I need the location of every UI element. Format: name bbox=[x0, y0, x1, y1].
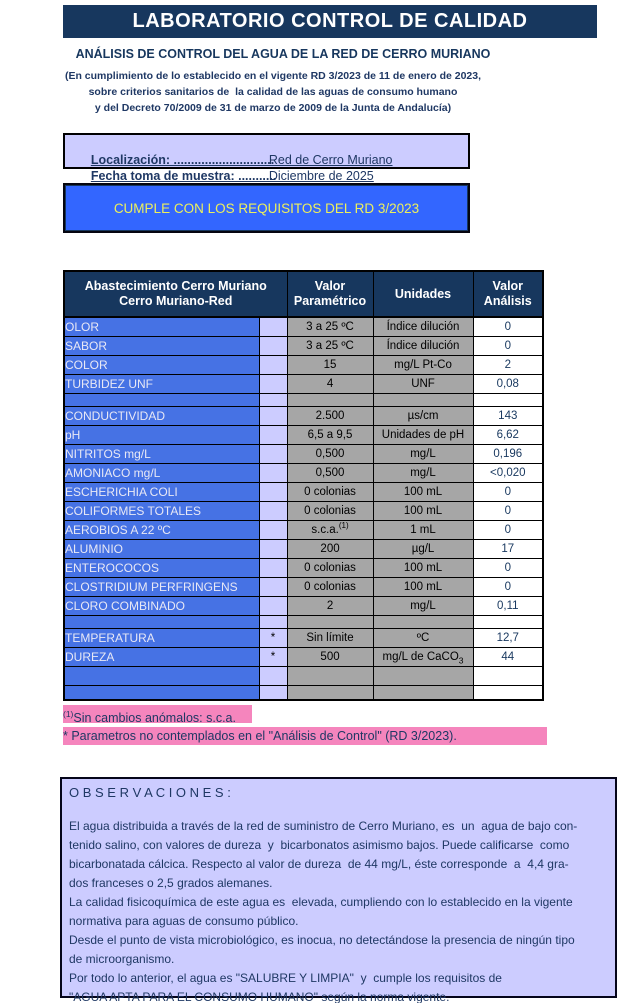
limit-cell: 6,5 a 9,5 bbox=[287, 425, 373, 444]
flag-cell bbox=[259, 463, 287, 482]
limit-cell: s.c.a.$^{(1)}$ bbox=[287, 520, 373, 539]
limit-cell: 0 colonias bbox=[287, 577, 373, 596]
units-cell: mg/L Pt-Co bbox=[373, 355, 473, 374]
table-row bbox=[64, 685, 543, 700]
flag-cell bbox=[259, 425, 287, 444]
units-cell: Índice dilución bbox=[373, 317, 473, 336]
units-cell: 1 mL bbox=[373, 520, 473, 539]
param-cell: ENTEROCOCOS bbox=[64, 558, 259, 577]
observation-line: Desde el punto de vista microbiológico, es inocua, no detectándose la presencia de ningún tipo bbox=[69, 933, 575, 947]
units-cell: 100 mL bbox=[373, 577, 473, 596]
limit-cell bbox=[287, 393, 373, 406]
table-row bbox=[64, 393, 543, 406]
flag-cell bbox=[259, 482, 287, 501]
param-cell: CONDUCTIVIDAD bbox=[64, 406, 259, 425]
sample-date-label: Fecha toma de muestra: ........... bbox=[90, 169, 277, 183]
limit-cell: 0 colonias bbox=[287, 501, 373, 520]
sample-info-box bbox=[63, 133, 470, 183]
param-cell: COLIFORMES TOTALES bbox=[64, 501, 259, 520]
value-cell: 2 bbox=[473, 355, 543, 374]
observation-line: La calidad fisicoquímica de este agua es elevada, cumpliendo con lo establecido en la vigente bbox=[69, 895, 573, 909]
value-cell: 6,62 bbox=[473, 425, 543, 444]
table-row bbox=[64, 577, 543, 596]
table-row bbox=[64, 558, 543, 577]
value-cell: 0,08 bbox=[473, 374, 543, 393]
supply-header-line2: Cerro Muriano-Red bbox=[119, 294, 233, 308]
value-header-cell: Valor Análisis bbox=[473, 271, 543, 317]
param-cell bbox=[64, 666, 259, 685]
observation-line: Por todo lo anterior, el agua es "SALUBRE Y LIMPIA" y cumple los requisitos de bbox=[69, 971, 502, 985]
table-row bbox=[64, 406, 543, 425]
units-cell: µs/cm bbox=[373, 406, 473, 425]
observation-line: bicarbonatada cálcica. Respecto al valor de dureza de 44 mg/L, éste corresponde a 4,4 gra- bbox=[69, 857, 569, 871]
flag-cell: * bbox=[259, 628, 287, 647]
observations-heading: O B S E R V A C I O N E S : bbox=[69, 785, 231, 800]
table-row bbox=[64, 596, 543, 615]
value-cell: 0 bbox=[473, 577, 543, 596]
limit-cell bbox=[287, 685, 373, 700]
footnote-sup: (1) bbox=[63, 709, 74, 719]
value-cell: 0 bbox=[473, 520, 543, 539]
supply-header-line1: Abastecimiento Cerro Muriano bbox=[84, 279, 267, 293]
table-row bbox=[64, 501, 543, 520]
table-row bbox=[64, 463, 543, 482]
units-cell: Unidades de pH bbox=[373, 425, 473, 444]
param-cell: ESCHERICHIA COLI bbox=[64, 482, 259, 501]
limit-cell: 500 bbox=[287, 647, 373, 666]
param-cell: TURBIDEZ UNF bbox=[64, 374, 259, 393]
location-label: Localización: ............................. bbox=[90, 153, 275, 167]
footnotes bbox=[63, 705, 547, 749]
units-header-cell: Unidades bbox=[373, 271, 473, 317]
units-cell: 100 mL bbox=[373, 482, 473, 501]
flag-cell bbox=[259, 596, 287, 615]
limit-cell bbox=[287, 615, 373, 628]
units-cell bbox=[373, 393, 473, 406]
regulation-note-line: y del Decreto 70/2009 de 31 de marzo de 2009 de la Junta de Andalucía) bbox=[94, 102, 452, 114]
param-cell: DUREZA bbox=[64, 647, 259, 666]
param-cell bbox=[64, 685, 259, 700]
units-cell bbox=[373, 685, 473, 700]
flag-cell bbox=[259, 501, 287, 520]
param-cell: OLOR bbox=[64, 317, 259, 336]
table-row bbox=[64, 355, 543, 374]
flag-cell bbox=[259, 406, 287, 425]
param-cell: COLOR bbox=[64, 355, 259, 374]
param-cell: ALUMINIO bbox=[64, 539, 259, 558]
units-cell: µg/L bbox=[373, 539, 473, 558]
limit-cell: 0 colonias bbox=[287, 558, 373, 577]
flag-cell bbox=[259, 317, 287, 336]
value-cell bbox=[473, 393, 543, 406]
flag-cell bbox=[259, 355, 287, 374]
flag-cell bbox=[259, 520, 287, 539]
observation-line: El agua distribuida a través de la red de suministro de Cerro Muriano, es un agua de bajo con- bbox=[69, 819, 578, 833]
table-row bbox=[64, 444, 543, 463]
flag-cell bbox=[259, 374, 287, 393]
param-cell bbox=[64, 393, 259, 406]
results-table bbox=[63, 270, 544, 701]
units-cell: mg/L bbox=[373, 444, 473, 463]
location-value: Red de Cerro Muriano bbox=[268, 153, 393, 167]
value-cell: 0 bbox=[473, 501, 543, 520]
report-subtitle: ANÁLISIS DE CONTROL DEL AGUA DE LA RED DE CERRO MURIANO bbox=[75, 47, 491, 61]
flag-cell bbox=[259, 558, 287, 577]
limit-cell: 3 a 25 ºC bbox=[287, 317, 373, 336]
value-cell: 12,7 bbox=[473, 628, 543, 647]
table-row bbox=[64, 482, 543, 501]
value-cell: 0 bbox=[473, 558, 543, 577]
param-cell: NITRITOS mg/L bbox=[64, 444, 259, 463]
limit-cell: 0,500 bbox=[287, 444, 373, 463]
value-cell: 143 bbox=[473, 406, 543, 425]
compliance-status-banner: CUMPLE CON LOS REQUISITOS DEL RD 3/2023 bbox=[63, 183, 470, 233]
value-cell bbox=[473, 666, 543, 685]
param-cell: CLOSTRIDIUM PERFRINGENS bbox=[64, 577, 259, 596]
param-cell bbox=[64, 615, 259, 628]
flag-cell bbox=[259, 685, 287, 700]
limit-cell: 3 a 25 ºC bbox=[287, 336, 373, 355]
limit-cell: 15 bbox=[287, 355, 373, 374]
units-cell: UNF bbox=[373, 374, 473, 393]
table-row bbox=[64, 666, 543, 685]
units-cell: ºC bbox=[373, 628, 473, 647]
results-tbody bbox=[64, 317, 543, 700]
observation-line: de microorganismo. bbox=[69, 952, 175, 966]
observations-body bbox=[69, 817, 615, 1003]
value-cell: <0,020 bbox=[473, 463, 543, 482]
flag-cell bbox=[259, 577, 287, 596]
value-cell bbox=[473, 615, 543, 628]
table-row bbox=[64, 317, 543, 336]
footnote-asterisk: * Parametros no contemplados en el "Análisis de Control" (RD 3/2023). bbox=[63, 727, 547, 749]
value-cell: 0 bbox=[473, 336, 543, 355]
observation-line: tenido salino, con valores de dureza y bicarbonatos asimismo bajos. Puede calificarse como bbox=[69, 838, 570, 852]
table-row bbox=[64, 647, 543, 666]
regulation-note-line: (En cumplimiento de lo establecido en el vigente RD 3/2023 de 11 de enero de 2023, bbox=[64, 70, 482, 82]
value-cell: 0 bbox=[473, 482, 543, 501]
footnote-sca: $^{(1)}$Sin cambios anómalos: s.c.a. bbox=[63, 705, 547, 727]
value-cell: 0 bbox=[473, 317, 543, 336]
param-cell: AEROBIOS A 22 ºC bbox=[64, 520, 259, 539]
regulation-note-line: sobre criterios sanitarios de la calidad de las aguas de consumo humano bbox=[88, 86, 458, 98]
limit-cell: 200 bbox=[287, 539, 373, 558]
observations-box bbox=[60, 777, 617, 1003]
flag-cell bbox=[259, 539, 287, 558]
units-cell: Índice dilución bbox=[373, 336, 473, 355]
units-cell: mg/L de CaCO$_3$ bbox=[373, 647, 473, 666]
param-cell: CLORO COMBINADO bbox=[64, 596, 259, 615]
value-cell: 0,11 bbox=[473, 596, 543, 615]
units-cell: mg/L bbox=[373, 596, 473, 615]
units-cell: mg/L bbox=[373, 463, 473, 482]
limit-cell: 4 bbox=[287, 374, 373, 393]
units-cell bbox=[373, 615, 473, 628]
value-cell: 44 bbox=[473, 647, 543, 666]
param-cell: TEMPERATURA bbox=[64, 628, 259, 647]
regulation-note bbox=[63, 68, 483, 116]
limit-cell bbox=[287, 666, 373, 685]
units-cell bbox=[373, 666, 473, 685]
flag-cell bbox=[259, 444, 287, 463]
supply-header-cell bbox=[64, 271, 287, 317]
observation-line: dos franceses o 2,5 grados alemanes. bbox=[69, 876, 273, 890]
table-row bbox=[64, 374, 543, 393]
sample-date-value: Diciembre de 2025 bbox=[268, 169, 374, 183]
table-row bbox=[64, 425, 543, 444]
param-cell: SABOR bbox=[64, 336, 259, 355]
units-cell: 100 mL bbox=[373, 501, 473, 520]
flag-cell bbox=[259, 615, 287, 628]
table-row bbox=[64, 615, 543, 628]
limit-cell: 0,500 bbox=[287, 463, 373, 482]
param-cell: pH bbox=[64, 425, 259, 444]
limit-cell: 0 colonias bbox=[287, 482, 373, 501]
table-row bbox=[64, 336, 543, 355]
flag-cell: * bbox=[259, 647, 287, 666]
table-row bbox=[64, 520, 543, 539]
units-cell: 100 mL bbox=[373, 558, 473, 577]
limit-header-cell: Valor Paramétrico bbox=[287, 271, 373, 317]
results-header-row bbox=[64, 271, 543, 317]
flag-cell bbox=[259, 393, 287, 406]
limit-cell: 2 bbox=[287, 596, 373, 615]
flag-cell bbox=[259, 666, 287, 685]
table-row bbox=[64, 628, 543, 647]
location-row bbox=[70, 136, 468, 167]
limit-cell: 2.500 bbox=[287, 406, 373, 425]
limit-cell: Sin límite bbox=[287, 628, 373, 647]
value-cell bbox=[473, 685, 543, 700]
value-cell: 0,196 bbox=[473, 444, 543, 463]
observation-line: "AGUA APTA PARA EL CONSUMO HUMANO" según la norma vigente. bbox=[69, 990, 450, 1003]
table-row bbox=[64, 539, 543, 558]
page-title: LABORATORIO CONTROL DE CALIDAD bbox=[63, 5, 597, 38]
flag-cell bbox=[259, 336, 287, 355]
observation-line: normativa para aguas de consumo público. bbox=[69, 914, 299, 928]
param-cell: AMONIACO mg/L bbox=[64, 463, 259, 482]
value-cell: 17 bbox=[473, 539, 543, 558]
